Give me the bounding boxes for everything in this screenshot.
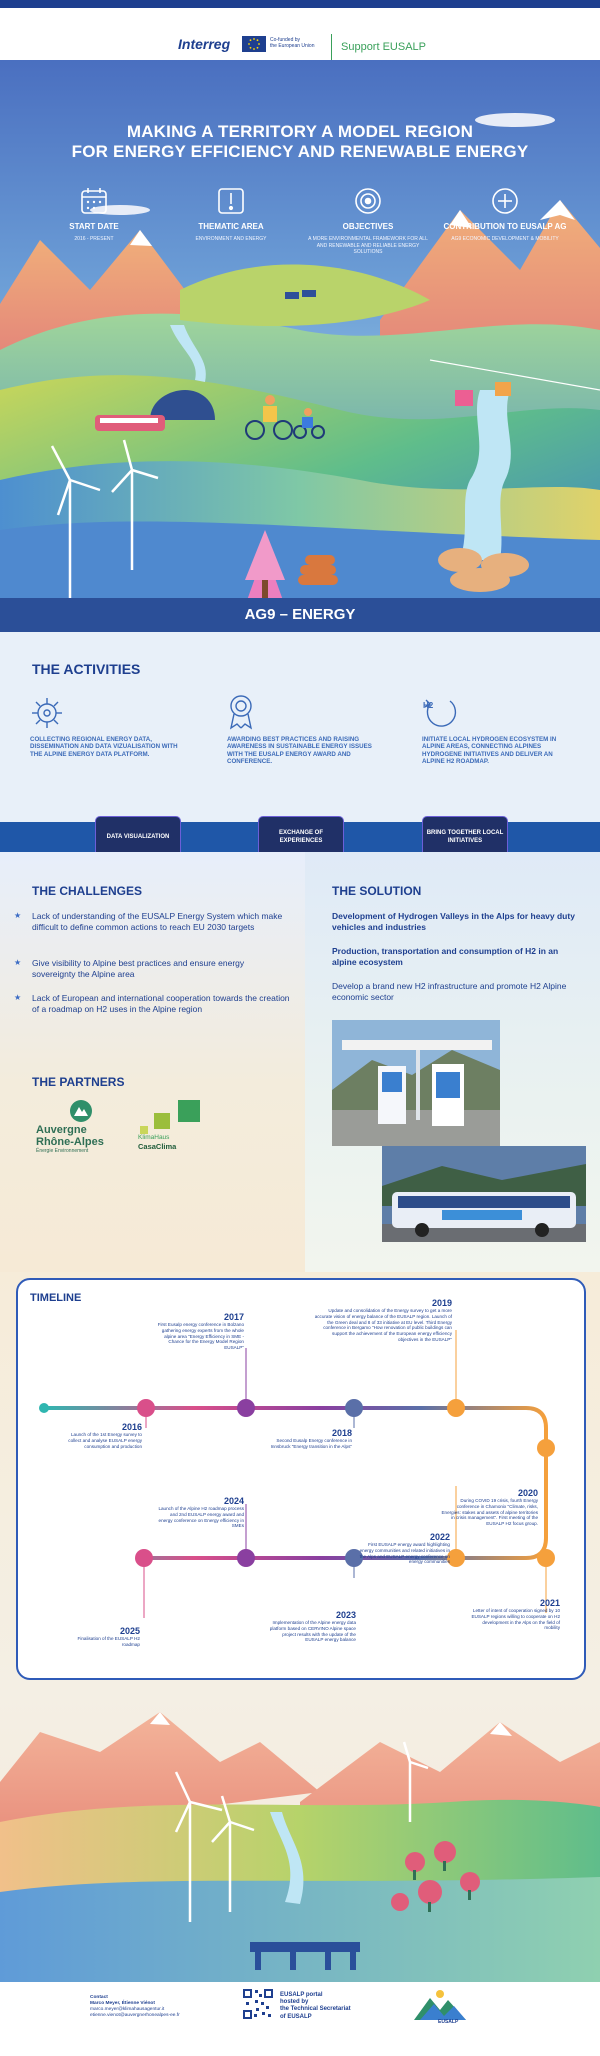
timeline-year: 2022 — [429, 1532, 450, 1542]
timeline-event-2016 — [58, 1422, 142, 1449]
contact-block — [90, 1995, 180, 2019]
timeline-text: During COVID 19 crisis, fourth Energy conference in Chamonix "Climate, risks, Energies: stakes and assets of alpine territories in crisis management". First meeting of the EUSALP H2 focus group. — [441, 1498, 538, 1527]
timeline-event-2020 — [440, 1488, 538, 1527]
eusalp-logo — [410, 1986, 470, 2030]
timeline-text: Implementation of the Alpine energy data platform based on CERVINO Alpine space project results with the update of the EUSALP energy balance — [269, 1620, 356, 1643]
timeline-text: First EUSALP energy award highlighting energy communities and related initiatives in the Alps and EUSALP energy conference on energy communities — [359, 1542, 450, 1565]
timeline-text: Launch of the Alpine H2 roadmap process and 2nd EUSALP energy award and energy conference on Energy efficiency in SMEs — [158, 1506, 244, 1529]
timeline-event-2023 — [264, 1610, 356, 1643]
target-icon — [303, 186, 433, 214]
stat-value: AG9 ECONOMIC DEVELOPMENT & MOBILITY — [451, 236, 559, 242]
timeline-year: 2020 — [517, 1488, 538, 1498]
activity-text-2: AWARDING BEST PRACTICES AND RAISING AWARENESS IN SUSTAINABLE ENERGY ISSUES WITH THE EUSALP ENERGY AWARD AND CONFERENCE. — [227, 736, 372, 766]
stat-label: THEMATIC AREA — [198, 222, 264, 231]
timeline-title: TIMELINE — [30, 1292, 82, 1304]
partner-2-line-2: CasaClima — [138, 1142, 177, 1151]
eu-line-1: Co-funded by — [270, 37, 301, 43]
timeline-year: 2025 — [119, 1626, 140, 1636]
timeline-year: 2021 — [539, 1598, 560, 1608]
activity-text-1: COLLECTING REGIONAL ENERGY DATA, DISSEMINATION AND DATA VIZUALISATION WITH THE ALPINE ENERGY DATA PLATFORM. — [30, 736, 178, 758]
h2-cycle-icon — [420, 696, 466, 730]
portal-block — [280, 1992, 351, 2021]
contact-names: Marco Meyer, Étienne Viénot — [90, 2001, 155, 2006]
svg-text:H2: H2 — [423, 701, 434, 710]
timeline-text: Update and consolidation of the Energy survey to get a more accurate vision of energy balance of the EUSALP region. Launch of the Green deal and 8 of 33 initiative at EU level. Third Energy conference in Bergamo "How renovation of public buildings can support the achievement of the European energy efficiency objectives in the EUSALP" — [314, 1308, 452, 1342]
hydrogen-bus-photo — [382, 1146, 586, 1242]
ag-title: AG9 – ENERGY — [244, 606, 356, 623]
solution-item-1: Development of Hydrogen Valleys in the Alps for heavy duty vehicles and industries — [332, 911, 575, 932]
portal-line-1[interactable]: EUSALP portal — [280, 1992, 323, 1998]
stat-label: START DATE — [69, 222, 119, 231]
activity-text-3: INITIATE LOCAL HYDROGEN ECOSYSTEM IN ALPINE AREAS, CONNECTING ALPINES HYDROGENE INITIATIVES AND DELIVER AN ALPINE H2 ROADMAP. — [422, 736, 557, 766]
hero-title-line-1: MAKING A TERRITORY A MODEL REGION — [126, 122, 474, 141]
stat-contribution — [440, 186, 570, 243]
stat-label: CONTRIBUTION TO EUSALP AG — [443, 222, 567, 231]
partner-2-line-1: KlimaHaus — [138, 1134, 170, 1141]
timeline-event-2018 — [268, 1428, 352, 1450]
hydrogen-station-photo — [332, 1020, 500, 1146]
qr-code-icon[interactable] — [242, 1988, 274, 2020]
partner-1-line-1: Auvergne — [36, 1124, 87, 1136]
star-bullet-icon: ★ — [14, 911, 22, 920]
stat-thematic-area — [166, 186, 296, 243]
timeline-text: Finalisation of the EUSALP H2 roadmap — [77, 1636, 140, 1647]
partner-auvergne-logo — [36, 1100, 126, 1154]
partner-1-line-2: Rhône-Alpes — [36, 1136, 104, 1148]
footer-illustration — [0, 1692, 600, 1982]
data-brain-icon — [30, 696, 64, 730]
timeline-text: Second Eusalp Energy conference in Innsbruck "Energy transition in the Alps" — [270, 1438, 352, 1449]
exchange-of-experiences-button[interactable]: EXCHANGE OF EXPERIENCES — [258, 816, 344, 858]
interreg-logo — [178, 36, 230, 54]
klimahaus-squares-icon — [138, 1100, 208, 1134]
interreg-logo-text: Interreg — [178, 36, 231, 52]
eu-line-2: the European Union — [270, 43, 315, 49]
calendar-icon — [29, 186, 159, 214]
eu-flag-icon — [242, 36, 266, 52]
timeline-event-2024 — [158, 1496, 244, 1529]
stat-objectives — [303, 186, 433, 256]
mountain-drop-icon — [36, 1100, 126, 1124]
star-bullet-icon: ★ — [14, 958, 22, 967]
award-ribbon-icon — [226, 694, 256, 730]
timeline-event-2017 — [150, 1312, 244, 1351]
portal-line-2: hosted by — [280, 1999, 309, 2006]
solution-item-3: Develop a brand new H2 infrastructure and promote H2 Alpine economic sector — [332, 981, 567, 1002]
page-header — [0, 0, 600, 60]
activities-title: THE ACTIVITIES — [32, 661, 141, 677]
stat-value: 2016 - PRESENT — [74, 236, 114, 242]
solution-title: THE SOLUTION — [332, 884, 422, 898]
data-visualization-button[interactable]: DATA VISUALIZATION — [95, 816, 181, 858]
stat-start-date — [29, 186, 159, 243]
star-bullet-icon: ★ — [14, 993, 22, 1002]
support-eusalp-link[interactable]: Support EUSALP — [341, 41, 426, 53]
timeline-event-2019 — [312, 1298, 452, 1343]
contact-email-2[interactable]: etienne.vienot@auvergnerhonealpes-ee.fr — [90, 2013, 180, 2018]
partner-klimahaus-logo — [138, 1100, 208, 1151]
portal-line-3: the Technical Secretariat — [280, 2006, 351, 2013]
timeline-event-2022 — [354, 1532, 450, 1565]
timeline-year: 2017 — [223, 1312, 244, 1322]
challenges-title: THE CHALLENGES — [32, 884, 143, 898]
timeline-event-2025 — [66, 1626, 140, 1648]
bring-together-local-initiatives-button[interactable]: BRING TOGETHER LOCAL INITIATIVES — [422, 816, 508, 858]
plus-circle-icon — [440, 186, 570, 214]
solution-item-2: Production, transportation and consumption of H2 in an alpine ecosystem — [332, 946, 559, 967]
stat-value: ENVIRONMENT AND ENERGY — [195, 236, 267, 242]
timeline-year: 2018 — [331, 1428, 352, 1438]
top-accent-bar — [0, 0, 600, 8]
timeline-year: 2023 — [335, 1610, 356, 1620]
challenge-item-3: Lack of European and international cooperation towards the creation of a roadmap on H2 uses in the Alpine region — [32, 993, 290, 1014]
challenge-item-2: Give visibility to Alpine best practices and ensure energy sovereignty the Alpine area — [32, 958, 245, 979]
partners-title: THE PARTNERS — [32, 1075, 125, 1089]
hero-title-line-2: FOR ENERGY EFFICIENCY AND RENEWABLE ENERGY — [71, 142, 529, 161]
portal-line-4: of EUSALP — [280, 2013, 312, 2020]
eu-cofund-text — [270, 37, 314, 49]
partner-1-line-3: Énergie Environnement — [36, 1148, 89, 1154]
challenge-item-1: Lack of understanding of the EUSALP Energy System which make difficult to define common actions to reach EU 2030 targets — [32, 911, 283, 932]
timeline-event-2021 — [470, 1598, 560, 1631]
timeline-text: First Eusalp energy conference in Bolzano gathering energy experts from the whole alpine area "Energy Efficiency in SME - Chance for the Energy Model Region EUSALP" — [157, 1322, 244, 1351]
timeline-year: 2024 — [223, 1496, 244, 1506]
timeline-text: Launch of the 1st Energy survey to collect and analyse EUSALP energy consumption and production — [68, 1432, 142, 1449]
stat-value: A MORE ENVIRONMENTAL FRAMEWORK FOR ALL AND RENEWABLE AND RELIABLE ENERGY SOLUTIONS — [308, 236, 428, 255]
stat-label: OBJECTIVES — [342, 222, 394, 231]
eusalp-logo-text: EUSALP — [438, 2019, 459, 2025]
contact-email-1[interactable]: marco.meyer@klimahausagentur.it — [90, 2007, 165, 2012]
contact-label: Contact — [90, 1995, 108, 2000]
alert-box-icon — [166, 186, 296, 214]
timeline-text: Letter of intent of cooperation signed by 10 EUSALP regions willing to cooperate on H2 development in the Alps on the field of mobility — [471, 1608, 560, 1631]
timeline-year: 2016 — [121, 1422, 142, 1432]
timeline-year: 2019 — [431, 1298, 452, 1308]
